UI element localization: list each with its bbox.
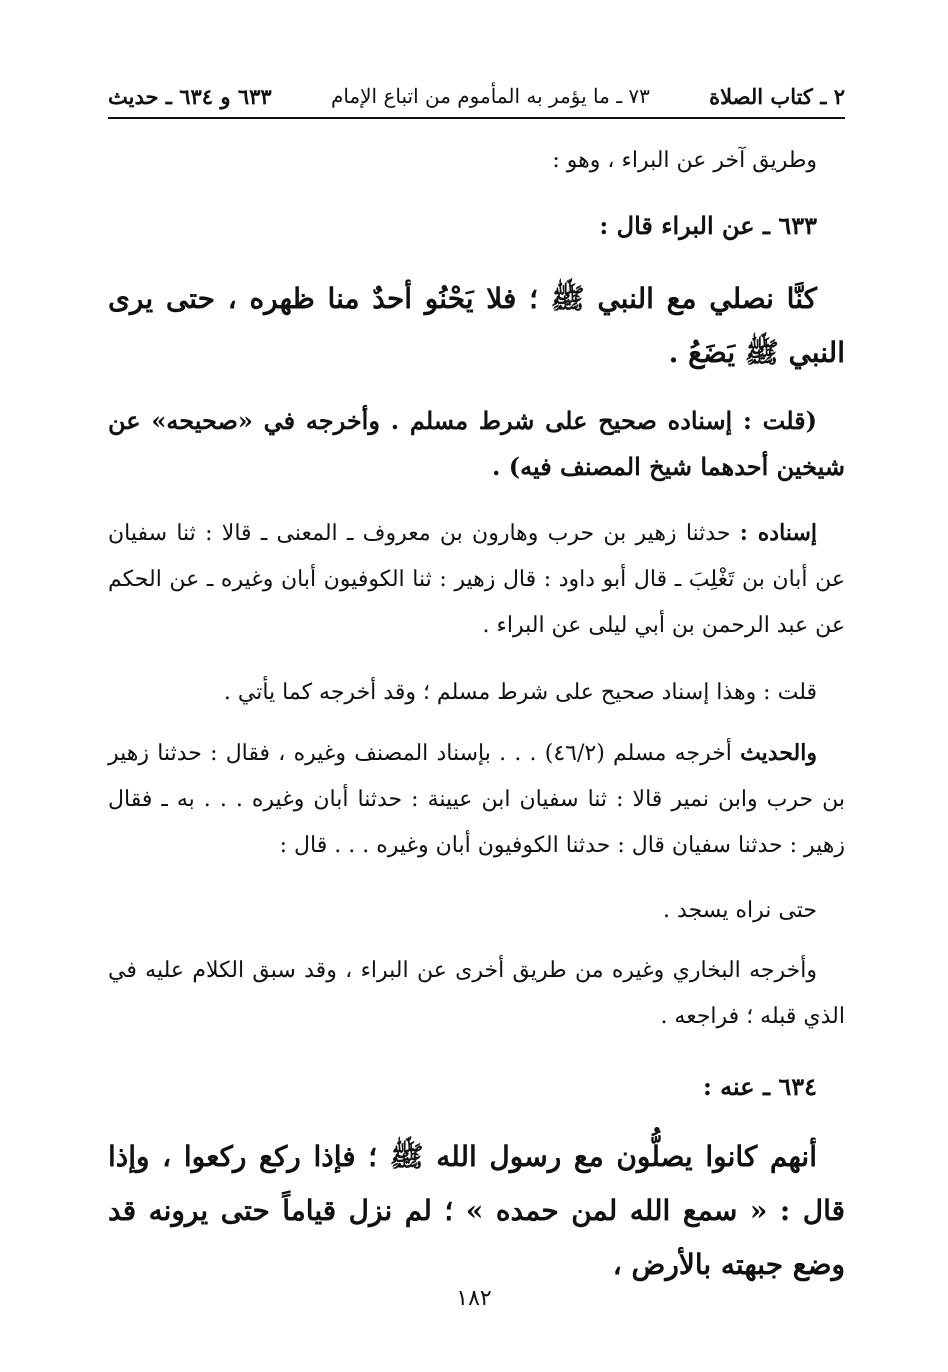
header-section: ٧٣ ـ ما يؤمر به المأموم من اتباع الإمام [330, 84, 650, 108]
hadith-633-heading: ٦٣٣ ـ عن البراء قال : [599, 211, 817, 240]
intro-line: وطريق آخر عن البراء ، وهو : [552, 148, 817, 173]
isnad-paragraph [108, 510, 845, 649]
header-chapter: ٢ ـ كتاب الصلاة [709, 83, 845, 109]
narration-end: حتى نراه يسجد . [663, 898, 817, 923]
hadith-634-text: أنهم كانوا يصلُّون مع رسول الله ﷺ ؛ فإذا ركع ركعوا ، وإذا قال : « سمع الله لمن حمده » ؛ لم نزل قياماً حتى يرونه قد وضع جبهته بالأرض ، [108, 1140, 845, 1281]
author-note-sahih: قلت : وهذا إسناد صحيح على شرط مسلم ؛ وقد أخرجه كما يأتي . [223, 680, 817, 705]
takhrij-paragraph [108, 730, 845, 869]
header-divider [108, 117, 845, 119]
header-hadith-numbers: ٦٣٣ و ٦٣٤ ـ حديث [108, 83, 272, 109]
takhrij-text: أخرجه مسلم (٤٦/٢) . . . بإسناد المصنف وغيره ، فقال : حدثنا زهير بن حرب وابن نمير قالا : ثنا سفيان ابن عيينة : حدثنا أبان وغيره . . . به ـ فقال زهير : حدثنا سفيان قال : حدثنا الكوفيون أبان وغيره . . . قال : [108, 741, 845, 858]
isnad-text: حدثنا زهير بن حرب وهارون بن معروف ـ المعنى ـ قالا : ثنا سفيان عن أبان بن تَغْلِبَ ـ قال أبو داود : قال زهير : ثنا الكوفيون أبان وغيره ـ عن الحكم عن عبد الرحمن بن أبي ليلى عن البراء . [108, 521, 845, 638]
bukhari-note: وأخرجه البخاري وغيره من طريق أخرى عن البراء ، وقد سبق الكلام عليه في الذي قبله ؛ فراجعه . [108, 958, 845, 1029]
author-note-633: (قلت : إسناده صحيح على شرط مسلم . وأخرجه في «صحيحه» عن شيخين أحدهما شيخ المصنف فيه) . [108, 406, 845, 481]
hadith-label: والحديث [740, 740, 817, 766]
hadith-634-heading: ٦٣٤ ـ عنه : [702, 1072, 817, 1101]
hadith-633-text: كنَّا نصلي مع النبي ﷺ ؛ فلا يَحْنُو أحدٌ منا ظهره ، حتى يرى النبي ﷺ يَضَعُ . [108, 282, 845, 369]
page-number: ١٨٢ [456, 1286, 492, 1311]
isnad-label: إسناده : [739, 520, 817, 546]
running-header [108, 78, 845, 114]
